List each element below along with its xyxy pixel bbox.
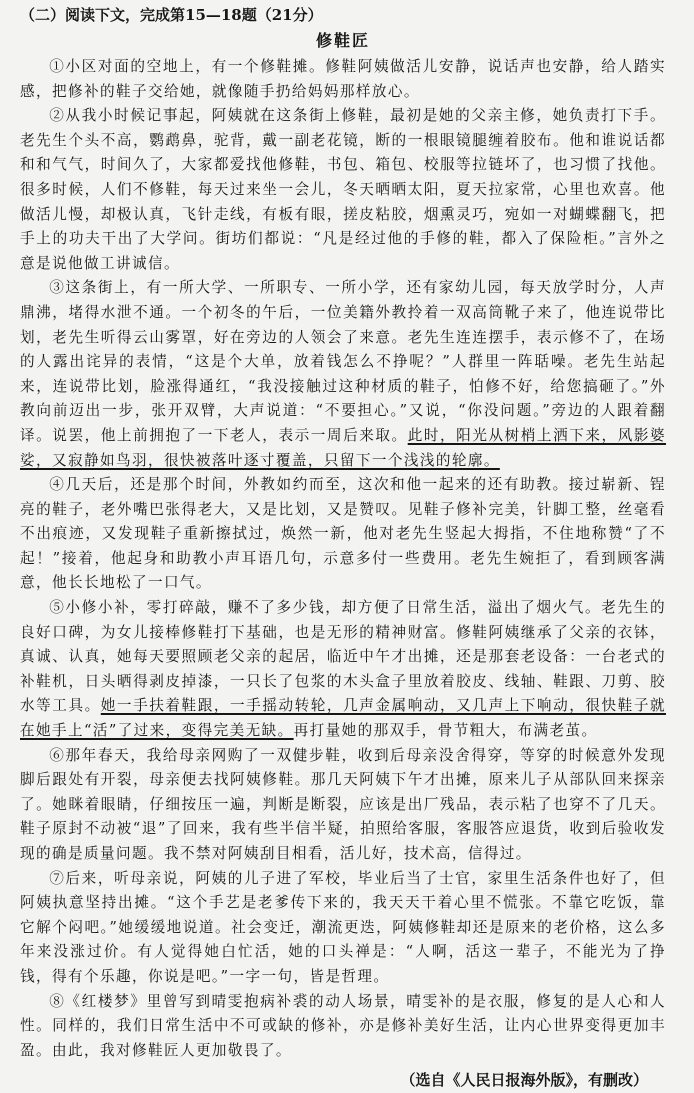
- paragraph-text: ⑥那年春天，我给母亲网购了一双健步鞋，收到后母亲没舍得穿，等穿的时候意外发现脚后跟处有开裂，母亲便去找阿姨修鞋。那几天阿姨下午才出摊，原来儿子从部队回来探亲了。她眯着眼睛，仔细按压一遍，判断是断裂，应该是出厂残品，表示粘了也穿不了几天。鞋子原封不动被“退”了回来，我有些半信半疑，拍照给客服，客服答应退货，收到后验收发现的确是质量问题。我不禁对阿姨刮目相看，活儿好，技术高，信得过。: [20, 746, 666, 862]
- underlined-sentence: 她一手扶着鞋跟，一手摇动转轮，几声金属响动，又几声上下响动，很快鞋子就在她手上“活”了过来，变得完美无缺。: [20, 697, 666, 740]
- paragraph-3: [20, 276, 666, 473]
- paragraph-5: [20, 596, 666, 744]
- paragraph-text: 再打量她的那双手，骨节粗大，布满老茧。: [293, 722, 598, 740]
- paragraph-4: [20, 473, 666, 596]
- paragraph-text: ⑧《红楼梦》里曾写到晴雯抱病补裘的动人场景，晴雯补的是衣服，修复的是人心和人性。同样的，我们日常生活中不可或缺的修补，亦是修补美好生活，让内心世界变得更加丰盈。由此，我对修鞋匠人更加敬畏了。: [20, 992, 666, 1059]
- paragraph-1: [20, 55, 666, 104]
- paragraph-text: ⑦后来，听母亲说，阿姨的儿子进了军校，毕业后当了士官，家里生活条件也好了，但阿姨执意坚持出摊。“这个手艺是老爹传下来的，我天天干着心里不慌张。不靠它吃饭，靠它解个闷吧。”她缓缓地说道。社会变迁，潮流更迭，阿姨修鞋却还是原来的老价格，这么多年来没涨过价。有人觉得她白忙活，她的口头禅是：“人啊，活这一辈子，不能光为了挣钱，得有个乐趣，你说是吧。”一字一句，皆是哲理。: [20, 869, 666, 985]
- source-citation: （选自《人民日报海外版》，有删改）: [400, 1071, 648, 1090]
- section-header: （二）阅读下文，完成第15—18题（21分）: [20, 6, 323, 24]
- underlined-sentence: 此时，阳光从树梢上洒下来，风影婆娑，又寂静如鸟羽，很快被落叶逐寸覆盖，只留下一个浅浅的轮廓。: [20, 426, 667, 469]
- passage-body: [20, 55, 666, 1063]
- passage-title: 修鞋匠: [315, 31, 370, 50]
- paragraph-text: ③这条街上，有一所大学、一所职专、一所小学，还有家幼儿园，每天放学时分，人声鼎沸，堵得水泄不通。一个初冬的午后，一位美籍外教拎着一双高筒靴子来了，他连说带比划，老先生听得云山雾罩，好在旁边的人领会了来意。老先生连连摆手，表示修不了，在场的人露出诧异的表情，“这是个大单，放着钱怎么不挣呢？”人群里一阵聒噪。老先生站起来，连说带比划，脸涨得通红，“我没接触过这种材质的鞋子，怕修不好，给您搞砸了。”外教向前迈出一步，张开双臂，大声说道：“不要担心。”又说，“你没问题。”旁边的人跟着翻译。说罢，他上前拥抱了一下老人，表示一周后来取。: [20, 279, 666, 444]
- paragraph-2: [20, 104, 666, 276]
- paragraph-8: [20, 990, 666, 1064]
- paragraph-text: ②从我小时候记事起，阿姨就在这条街上修鞋，最初是她的父亲主修，她负责打下手。老先生个头不高，鹦鹉鼻，驼背，戴一副老花镜，断的一根眼镜腿缠着胶布。他和谁说话都和和气气，时间久了，大家都爱找他修鞋，书包、箱包、校服等拉链坏了，也习惯了找他。很多时候，人们不修鞋，每天过来坐一会儿，冬天晒晒太阳，夏天拉家常，心里也欢喜。他做活儿慢，却极认真，飞针走线，有板有眼，搓皮粘胶，烟熏灵巧，宛如一对蝴蝶翻飞，把手上的功夫干出了大学问。街坊们都说：“凡是经过他的手修的鞋，都入了保险柜。”言外之意是说他做工讲诚信。: [20, 107, 666, 272]
- paragraph-7: [20, 867, 666, 990]
- paragraph-6: [20, 744, 666, 867]
- paragraph-text: ④几天后，还是那个时间，外教如约而至，这次和他一起来的还有助教。接过崭新、锃亮的鞋子，老外嘴巴张得老大，又是比划，又是赞叹。见鞋子修补完美，针脚工整，丝毫看不出痕迹，又发现鞋子重新擦拭过，焕然一新，他对老先生竖起大拇指，不住地称赞“了不起！”接着，他起身和助教小声耳语几句，示意多付一些费用。老先生婉拒了，看到顾客满意，他长长地松了一口气。: [20, 476, 666, 592]
- paragraph-text: ⑤小修小补，零打碎敲，赚不了多少钱，却方便了日常生活，溢出了烟火气。老先生的良好口碑，为女儿接棒修鞋打下基础，也是无形的精神财富。修鞋阿姨继承了父亲的衣钵，真诚、认真，她每天要照顾老父亲的起居，临近中午才出摊，还是那套老设备：一台老式的补鞋机，日头晒得剥皮掉漆，一只长了包浆的木头盒子里放着胶皮、线轴、鞋跟、刀剪、胶水等工具。: [20, 599, 666, 715]
- paragraph-text: ①小区对面的空地上，有一个修鞋摊。修鞋阿姨做活儿安静，说话声也安静，给人踏实感，把修补的鞋子交给她，就像随手扔给妈妈那样放心。: [20, 58, 666, 100]
